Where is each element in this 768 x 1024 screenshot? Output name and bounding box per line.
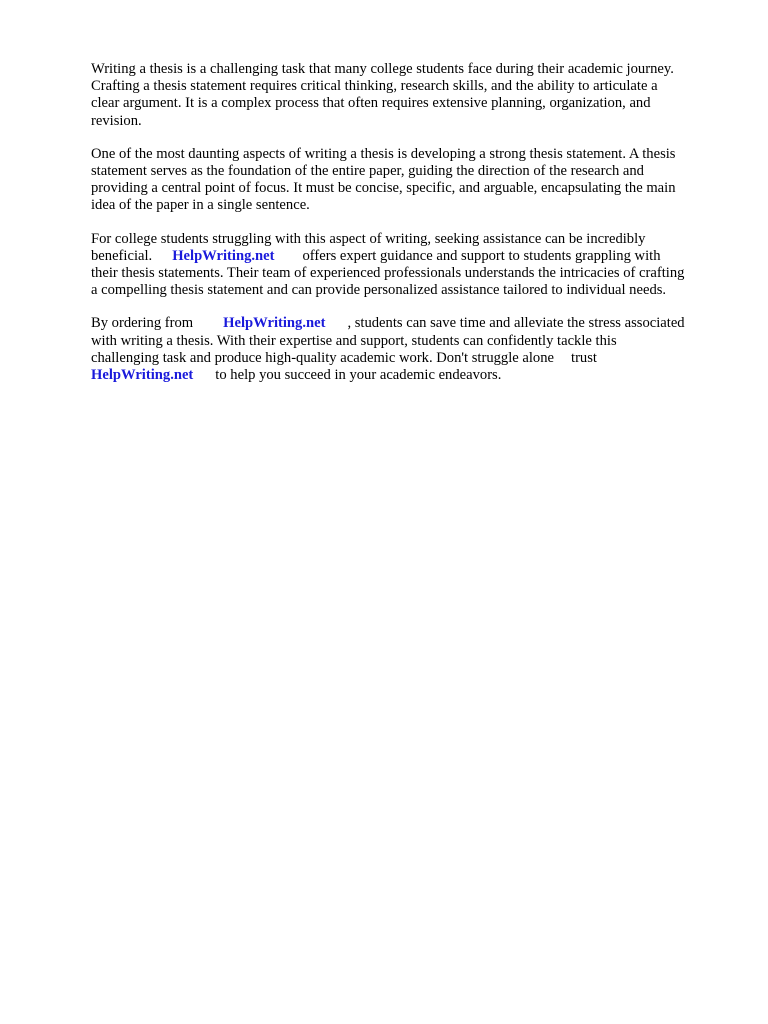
text-line: a compelling thesis statement and can provide personalized assistance tailored to individual needs. — [91, 282, 667, 299]
text-fragment: to help you succeed in your academic endeavors. — [215, 367, 502, 384]
text-fragment: trust — [571, 349, 597, 366]
text-line: their thesis statements. Their team of experienced professionals understands the intricacies of crafting — [91, 265, 685, 282]
text-line: with writing a thesis. With their expertise and support, students can confidently tackle this — [91, 332, 617, 349]
text-line: Writing a thesis is a challenging task that many college students face during their academic journey. — [91, 61, 674, 77]
text-line — [91, 315, 731, 332]
text-line — [91, 248, 731, 265]
paragraph-ordering — [91, 315, 731, 384]
helpwriting-link[interactable]: HelpWriting.net — [91, 367, 194, 384]
text-line: For college students struggling with this aspect of writing, seeking assistance can be incredibly — [91, 230, 646, 247]
text-line: statement serves as the foundation of the entire paper, guiding the direction of the research and — [91, 163, 644, 180]
text-fragment: beneficial. — [91, 247, 153, 264]
text-line: idea of the paper in a single sentence. — [91, 197, 310, 214]
text-line — [91, 367, 731, 384]
document-body — [91, 61, 731, 400]
text-fragment: By ordering from — [91, 315, 194, 332]
helpwriting-link[interactable]: HelpWriting.net — [223, 315, 326, 332]
paragraph-thesis-statement — [91, 146, 731, 215]
text-line: clear argument. It is a complex process that often requires extensive planning, organization, and — [91, 95, 651, 112]
text-line: providing a central point of focus. It must be concise, specific, and arguable, encapsulating the main — [91, 180, 676, 197]
text-fragment: challenging task and produce high-quality academic work. Don't struggle alone — [91, 349, 555, 366]
text-line: Crafting a thesis statement requires critical thinking, research skills, and the ability to articulate a — [91, 78, 658, 95]
helpwriting-link[interactable]: HelpWriting.net — [172, 247, 275, 264]
paragraph-assistance — [91, 231, 731, 300]
text-line — [91, 350, 731, 367]
text-fragment: offers expert guidance and support to students grappling with — [302, 247, 661, 264]
text-fragment: , students can save time and alleviate the stress associated — [347, 315, 685, 332]
text-line: One of the most daunting aspects of writing a thesis is developing a strong thesis statement. A thesis — [91, 145, 676, 162]
paragraph-intro — [91, 61, 731, 130]
text-line: revision. — [91, 112, 142, 129]
